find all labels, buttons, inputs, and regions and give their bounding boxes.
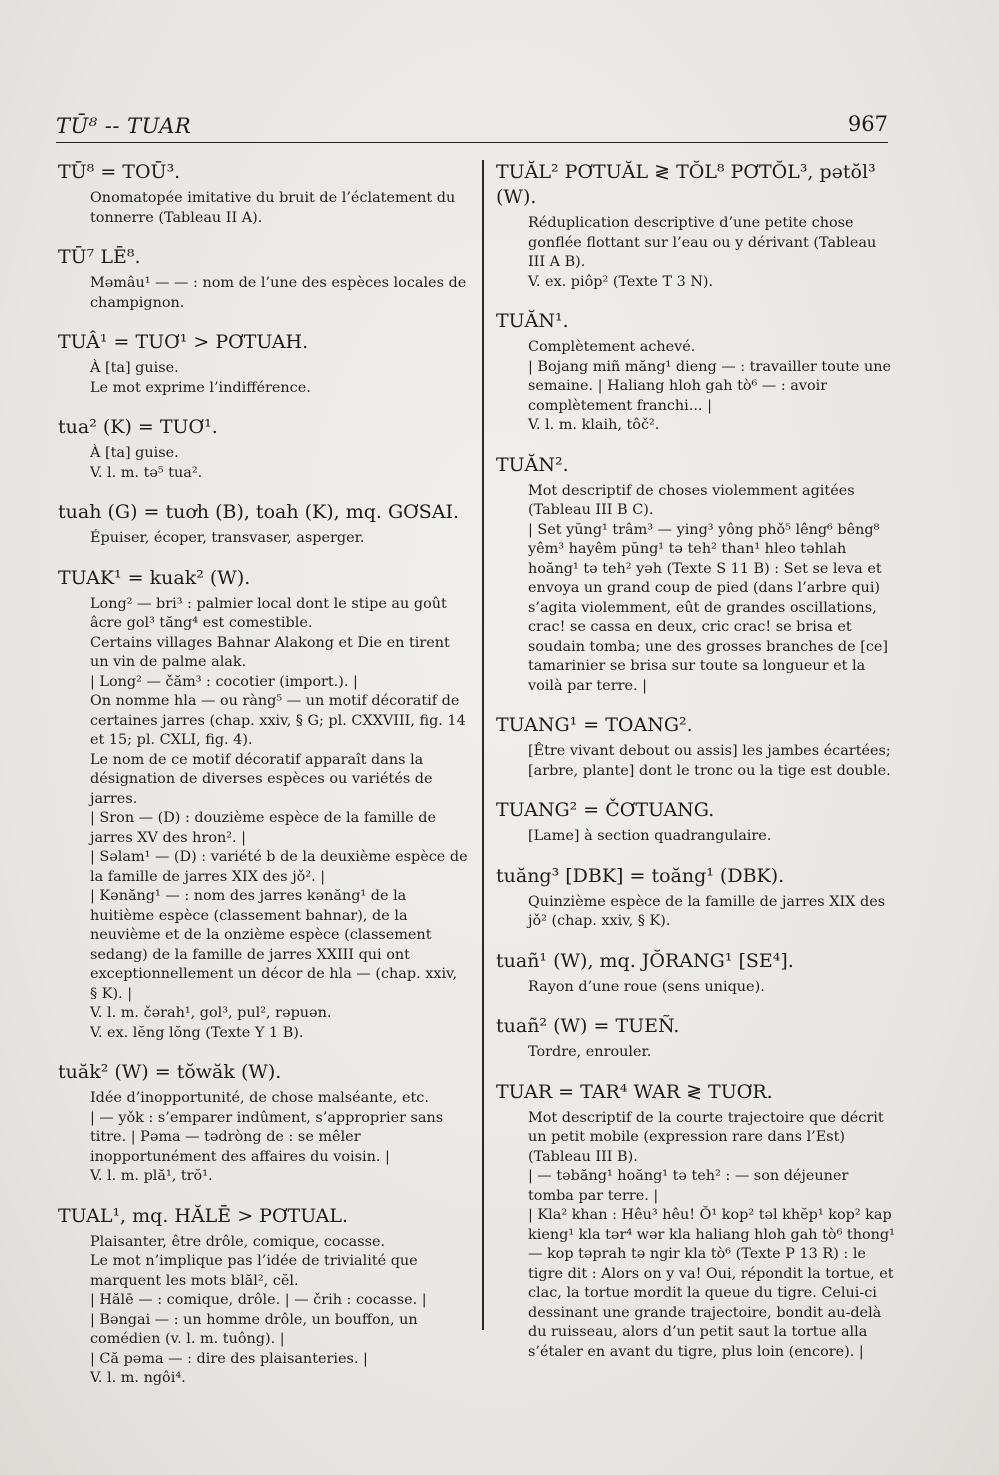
column-divider bbox=[482, 160, 484, 1330]
page-number: 967 bbox=[847, 112, 888, 136]
dictionary-entry bbox=[58, 415, 468, 483]
definition-line: Réduplication descriptive d’une petite chose gonflée flottant sur l’eau ou y dérivant (Tableau III A B). bbox=[528, 215, 877, 270]
dictionary-entry bbox=[496, 949, 896, 998]
definition-line: Le mot exprime l’indifférence. bbox=[90, 379, 311, 396]
right-column bbox=[496, 160, 896, 1379]
dictionary-entry bbox=[58, 160, 468, 228]
definition-line: Certains villages Bahnar Alakong et Die en tirent un vin de palme alak. bbox=[90, 634, 450, 670]
entry-definition bbox=[496, 742, 896, 781]
definition-line: À [ta] guise. bbox=[90, 445, 179, 461]
definition-line: Le mot n’implique pas l’idée de trivialité que marquent les mots blăl², cĕl. bbox=[90, 1253, 418, 1289]
running-header bbox=[56, 110, 888, 143]
definition-line: Quinzième espèce de la famille de jarres XIX des jǒ² (chap. xxiv, § K). bbox=[528, 893, 886, 929]
definition-line: Mot descriptif de choses violemment agitées (Tableau III B C). bbox=[528, 482, 855, 518]
header-title: TŪ⁸ -- TUAR bbox=[56, 114, 192, 138]
dictionary-entry bbox=[58, 500, 468, 549]
dictionary-entry bbox=[58, 330, 468, 398]
entry-headword: tuăk² (W) = tŏwăk (W). bbox=[58, 1061, 282, 1083]
entry-definition bbox=[496, 827, 896, 847]
definition-line: | Kla² khan : Hêu³ hêu! Ŏ¹ kop² təl khĕp¹ kop² kap kieng¹ kla tər⁴ wər kla haliang hloh gah tò⁶ thong¹ — kop təprah tə ngir kla tò⁶ (Texte P 13 R) : le tigre dit : Alors on y va! Oui, répondit la tortue, et clac, la tortue mordit la queue du tigre. Celui-ci dessinant une grande trajectoire, bondit au-delà du ruisseau, alors d’un petit saut la tortue alla s’étaler en avant du tigre, plus loin (encore). | bbox=[528, 1207, 895, 1360]
entry-definition bbox=[58, 274, 468, 313]
definition-line: Plaisanter, être drôle, comique, cocasse. bbox=[90, 1233, 386, 1250]
entry-headword: TUANG² = ČƠTUANG. bbox=[496, 799, 715, 821]
definition-line: V. ex. lĕng lŏng (Texte Y 1 B). bbox=[90, 1024, 304, 1041]
definition-line: Rayon d’une roue (sens unique). bbox=[528, 978, 765, 995]
entry-headword: TUAL¹, mq. HĂLĒ > PƠTUAL. bbox=[58, 1204, 349, 1227]
definition-line: Məmâu¹ — — : nom de l’une des espèces locales de champignon. bbox=[90, 275, 467, 311]
entry-definition bbox=[58, 1233, 468, 1389]
definition-line: V. l. m. plă¹, trŏ¹. bbox=[90, 1168, 213, 1184]
definition-line: | Bojang miñ măng¹ dieng — : travailler toute une semaine. | Haliang hloh gah tò⁶ — : avoir complètement franchi... | bbox=[528, 358, 892, 414]
definition-line: | — təbăng¹ hoăng¹ tə teh² : — son déjeuner tomba par terre. | bbox=[528, 1168, 849, 1204]
definition-line: | Səlam¹ — (D) : variété b de la deuxième espèce de la famille de jarres XIX des jǒ². | bbox=[90, 849, 468, 885]
dictionary-entry bbox=[496, 1014, 896, 1063]
definition-line: Mot descriptif de la courte trajectoire que décrit un petit mobile (expression rare dans l’Est) (Tableau III B). bbox=[528, 1109, 884, 1165]
dictionary-entry bbox=[58, 1204, 468, 1389]
dictionary-entry bbox=[58, 566, 468, 1044]
entry-definition bbox=[496, 338, 896, 436]
entry-definition bbox=[496, 214, 896, 292]
dictionary-entry bbox=[496, 309, 896, 436]
entry-headword: TUAR = TAR⁴ WAR ≷ TUƠR. bbox=[496, 1080, 773, 1103]
definition-line: Long² — bri³ : palmier local dont le stipe au goût âcre gol³ tăng⁴ est comestible. bbox=[90, 595, 447, 631]
entry-headword: TUĂL² PƠTUĂL ≷ TŎL⁸ PƠTŎL³, pətŏl³ (W). bbox=[496, 161, 876, 208]
definition-line: Onomatopée imitative du bruit de l’éclatement du tonnerre (Tableau II A). bbox=[90, 190, 456, 226]
entry-definition bbox=[58, 1089, 468, 1187]
entry-headword: tuăng³ [DBK] = toăng¹ (DBK). bbox=[496, 864, 785, 887]
definition-line: Idée d’inopportunité, de chose malséante, etc. bbox=[90, 1090, 429, 1106]
definition-line: | Hălē — : comique, drôle. | — črih : cocasse. | bbox=[90, 1292, 427, 1308]
definition-line: V. l. m. klaih, tôč². bbox=[528, 417, 660, 433]
dictionary-entry bbox=[496, 160, 896, 292]
entry-headword: TŪ⁷ LĒ⁸. bbox=[58, 246, 141, 268]
definition-line: | Că pəma — : dire des plaisanteries. | bbox=[90, 1350, 368, 1367]
definition-line: | Set yŭng¹ trâm³ — ying³ yông phǒ⁵ lêng⁶ bêng⁸ yêm³ hayêm pŭng¹ tə teh² than¹ hleo təhlah hoăng¹ tə teh² yəh (Texte S 11 B) : Set se leva et envoya un grand coup de pied (dans l’arbre qui) s’agita violemment, eût de grandes oscillations, crac! se cassa en deux, cric crac! se brisa et soudain tomba; une des grosses branches de [ce] tamarinier se brisa sur toute sa longueur et la voilà par terre. | bbox=[528, 521, 889, 694]
dictionary-entry bbox=[58, 1060, 468, 1187]
definition-line: | — yǒk : s’emparer indûment, s’approprier sans titre. | Pəma — tədròng de : se mêler inopportunément des affaires du voisin. | bbox=[90, 1109, 444, 1165]
definition-line: V. l. m. ngôi⁴. bbox=[90, 1370, 186, 1386]
entry-definition bbox=[58, 444, 468, 483]
definition-line: Épuiser, écoper, transvaser, asperger. bbox=[90, 530, 365, 546]
entry-definition bbox=[58, 359, 468, 398]
entry-definition bbox=[496, 1043, 896, 1063]
entry-definition bbox=[58, 189, 468, 228]
definition-line: On nomme hla — ou ràng⁵ — un motif décoratif de certaines jarres (chap. xxiv, § G; pl. CXXVIII, fig. 14 et 15; pl. CXLI, fig. 4). bbox=[90, 693, 466, 748]
entry-definition bbox=[58, 529, 468, 549]
definition-line: V. l. m. tə⁵ tua². bbox=[90, 464, 203, 481]
dictionary-entry bbox=[496, 864, 896, 932]
definition-line: | Long² — čăm³ : cocotier (import.). | bbox=[90, 673, 358, 690]
entry-headword: TUAK¹ = kuak² (W). bbox=[58, 566, 251, 589]
dictionary-entry bbox=[496, 798, 896, 847]
entry-headword: tuañ¹ (W), mq. JŎRANG¹ [SE⁴]. bbox=[496, 949, 794, 972]
definition-line: V. l. m. čərah¹, gol³, pul², rəpuən. bbox=[90, 1005, 332, 1021]
entry-definition bbox=[496, 1109, 896, 1363]
definition-line: Complètement achevé. bbox=[528, 339, 696, 355]
entry-definition bbox=[496, 893, 896, 932]
definition-line: Tordre, enrouler. bbox=[528, 1044, 652, 1060]
entry-headword: TUÂ¹ = TUƠ¹ > PƠTUAH. bbox=[58, 331, 309, 353]
definition-line: V. ex. piôp² (Texte T 3 N). bbox=[528, 273, 714, 290]
definition-line: | Bəngai — : un homme drôle, un bouffon, un comédien (v. l. m. tuông). | bbox=[90, 1311, 418, 1347]
entry-definition bbox=[58, 595, 468, 1044]
entry-definition bbox=[496, 482, 896, 697]
definition-line: Le nom de ce motif décoratif apparaît dans la désignation de diverses espèces ou variétés de jarres. bbox=[90, 751, 433, 807]
entry-headword: tuañ² (W) = TUEÑ. bbox=[496, 1015, 680, 1037]
entry-headword: tua² (K) = TUƠ¹. bbox=[58, 416, 218, 438]
dictionary-entry bbox=[496, 713, 896, 781]
dictionary-entry bbox=[496, 1080, 896, 1363]
dictionary-entry bbox=[496, 453, 896, 697]
definition-line: [Être vivant debout ou assis] les jambes écartées; [arbre, plante] dont le tronc ou la tige est double. bbox=[528, 743, 891, 779]
definition-line: À [ta] guise. bbox=[90, 360, 179, 376]
left-column bbox=[58, 160, 468, 1406]
entry-headword: TŪ⁸ = TOŪ³. bbox=[58, 161, 181, 183]
entry-headword: TUANG¹ = TOANG². bbox=[496, 714, 693, 736]
entry-headword: TUĂN². bbox=[496, 453, 569, 476]
entry-definition bbox=[496, 978, 896, 998]
entry-headword: TUĂN¹. bbox=[496, 310, 569, 332]
entry-headword: tuah (G) = tuơh (B), toah (K), mq. GƠSAI. bbox=[58, 501, 460, 523]
definition-line: | Kənăng¹ — : nom des jarres kənăng¹ de la huitième espèce (classement bahnar), de la neuvième et de la onzième espèce (classement sedang) de la famille de jarres XXIII qui ont exceptionnellement un décor de hla — (chap. xxiv, § K). | bbox=[90, 888, 458, 1002]
dictionary-entry bbox=[58, 245, 468, 313]
definition-line: [Lame] à section quadrangulaire. bbox=[528, 828, 772, 844]
definition-line: | Sron — (D) : douzième espèce de la famille de jarres XV des hron². | bbox=[90, 810, 436, 846]
